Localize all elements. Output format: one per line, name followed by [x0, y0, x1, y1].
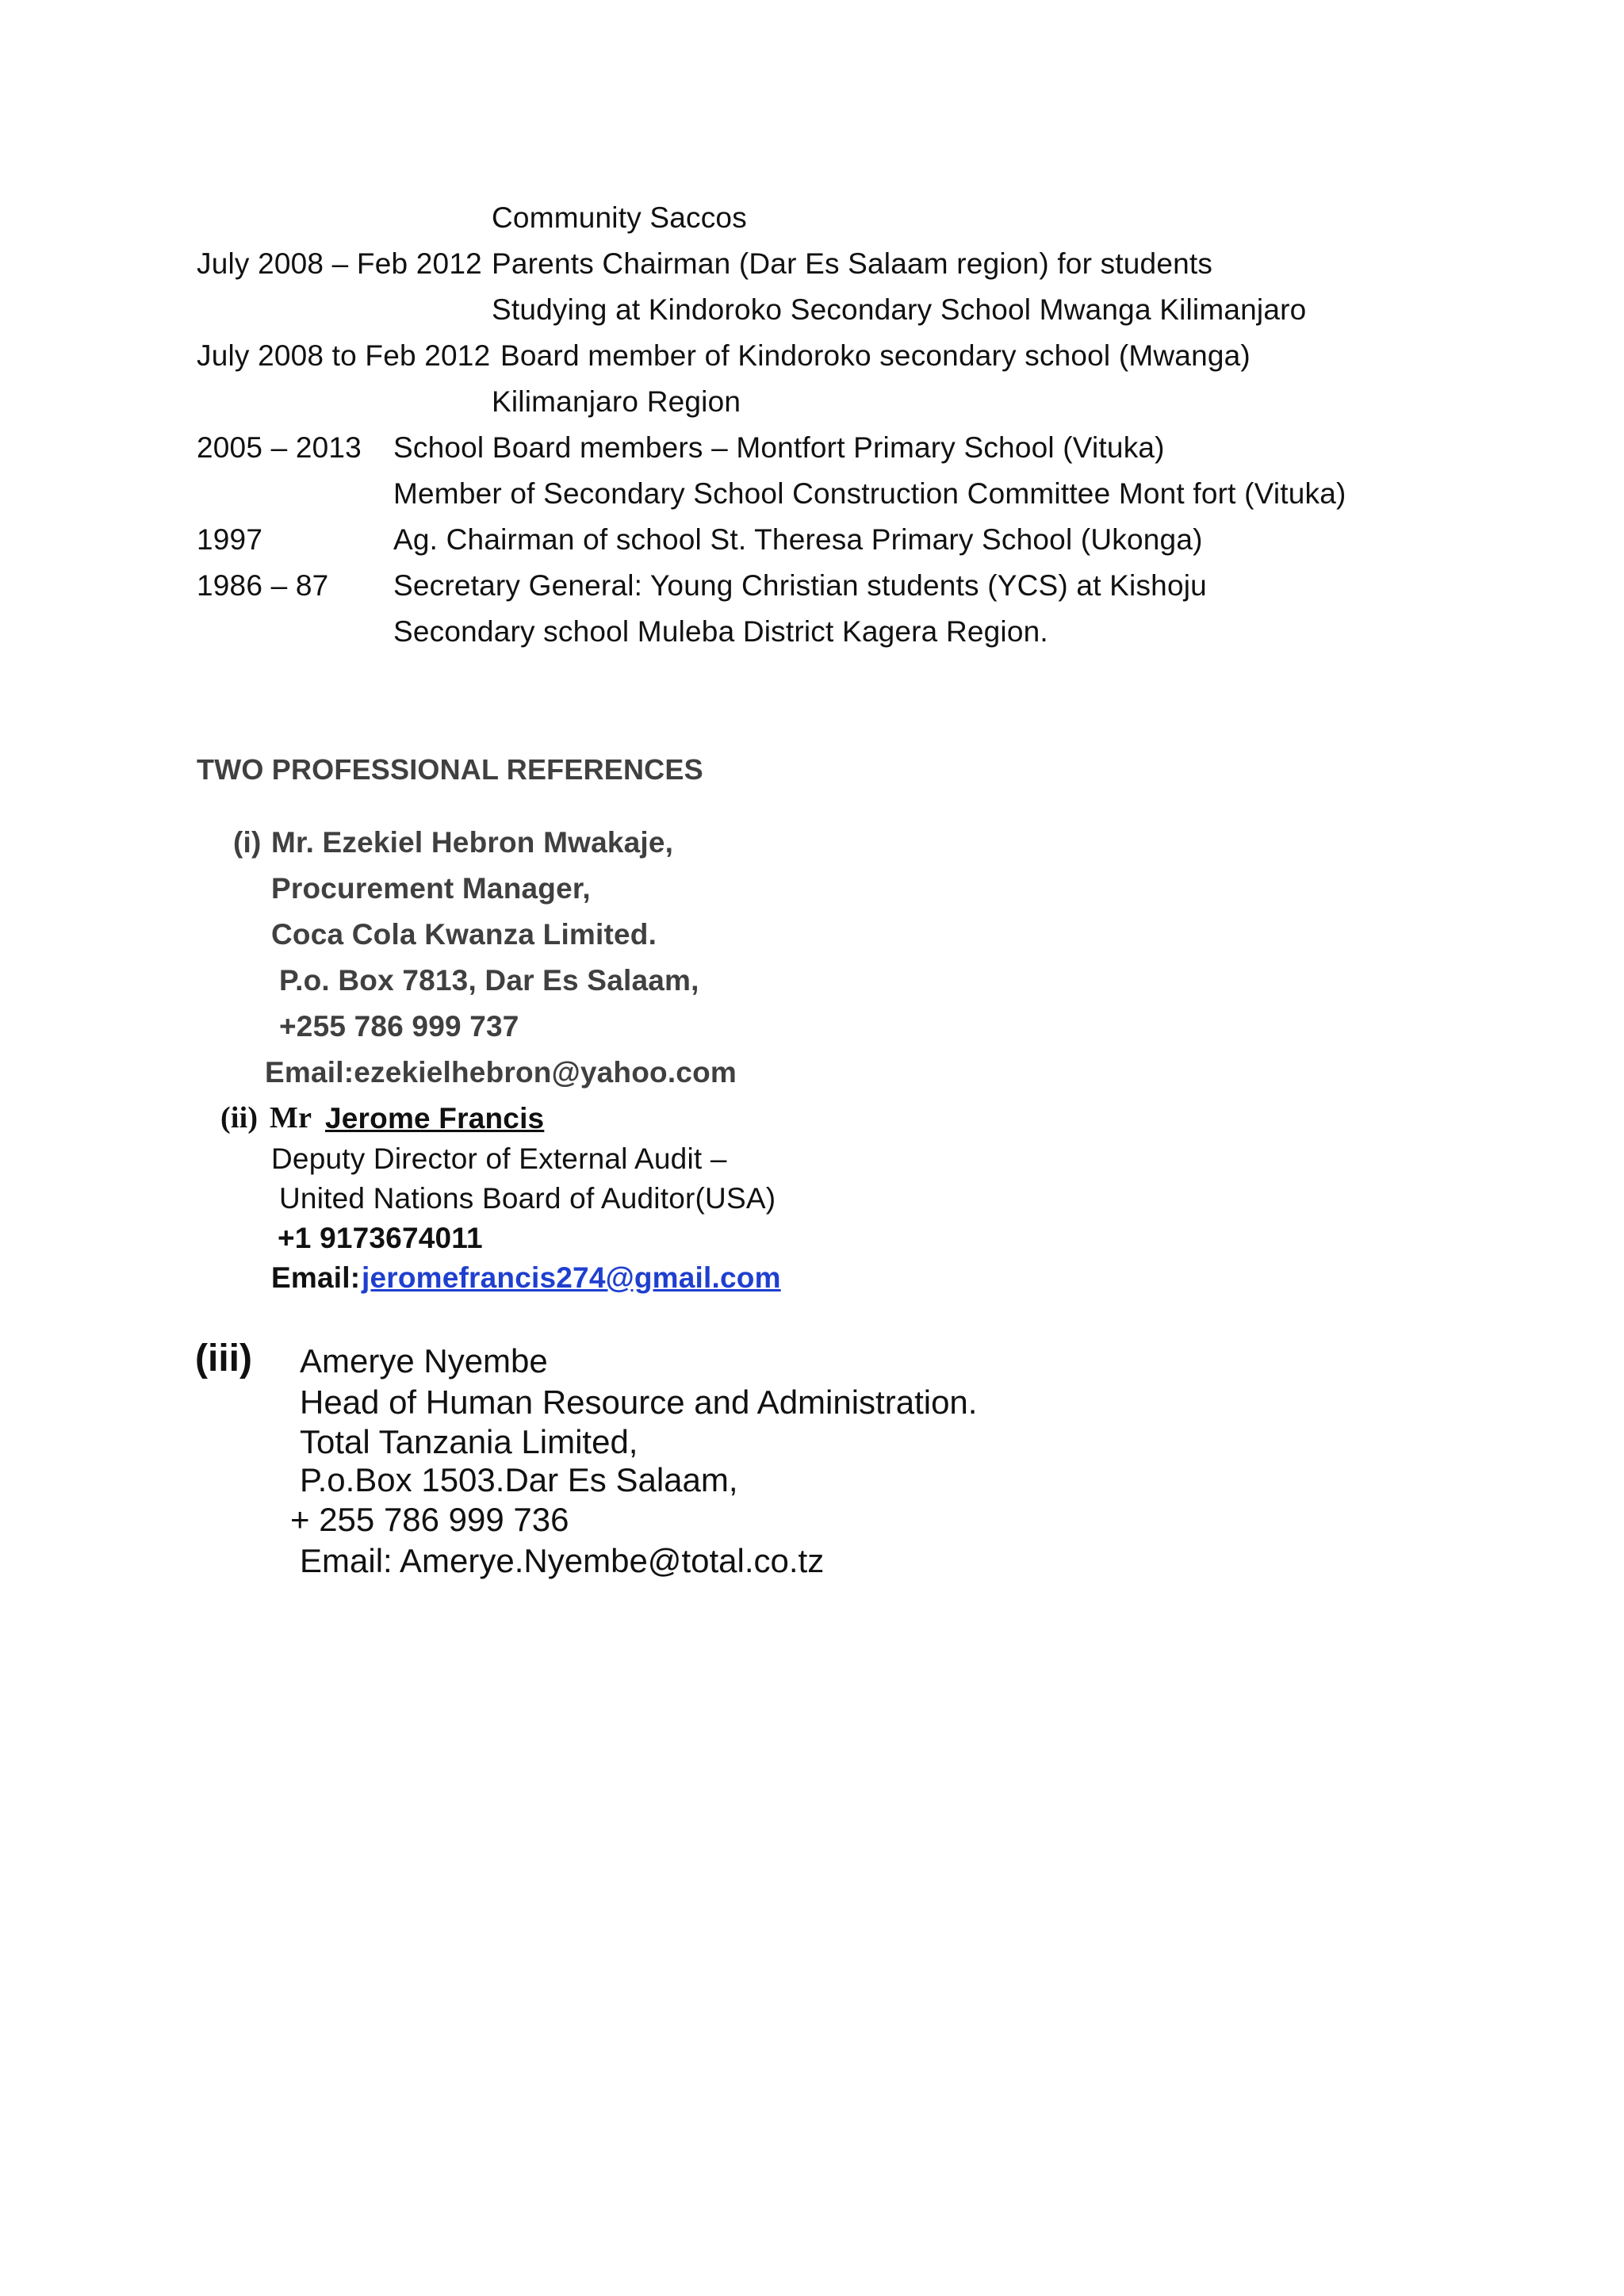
- reference-phone: +1 9173674011: [278, 1222, 483, 1254]
- reference-name: Mr. Ezekiel Hebron Mwakaje,: [271, 826, 674, 859]
- reference-company: United Nations Board of Auditor(USA): [279, 1182, 776, 1215]
- reference-address: P.o. Box 7813, Dar Es Salaam,: [279, 964, 699, 997]
- activity-line: Secretary General: Young Christian students (YCS) at Kishoju: [393, 569, 1207, 602]
- activity-date: July 2008 – Feb 2012: [197, 247, 482, 280]
- activity-line: Member of Secondary School Construction Committee Mont fort (Vituka): [393, 477, 1346, 510]
- activity-date: 2005 – 2013: [197, 431, 362, 464]
- reference-company: Coca Cola Kwanza Limited.: [271, 918, 657, 951]
- reference-name: Amerye Nyembe: [300, 1342, 548, 1380]
- activity-line: Board member of Kindoroko secondary school (Mwanga): [500, 339, 1251, 372]
- reference-number: (ii): [220, 1101, 259, 1135]
- activity-line: Parents Chairman (Dar Es Salaam region) for students: [492, 247, 1213, 280]
- activity-date: 1997: [197, 523, 263, 556]
- activity-line: Community Saccos: [492, 201, 747, 234]
- activity-line: School Board members – Montfort Primary School (Vituka): [393, 431, 1165, 464]
- references-heading: TWO PROFESSIONAL REFERENCES: [197, 753, 703, 786]
- reference-number: (i): [233, 826, 262, 859]
- reference-address: P.o.Box 1503.Dar Es Salaam,: [300, 1461, 738, 1498]
- activity-line: Kilimanjaro Region: [492, 385, 741, 418]
- reference-number: (iii): [195, 1337, 252, 1380]
- reference-position: Procurement Manager,: [271, 872, 591, 905]
- reference-email: Email: Amerye.Nyembe@total.co.tz: [300, 1542, 825, 1579]
- reference-email: Email:ezekielhebron@yahoo.com: [265, 1056, 737, 1089]
- reference-phone: +255 786 999 737: [279, 1010, 519, 1043]
- activity-date: 1986 – 87: [197, 569, 329, 602]
- reference-phone: + 255 786 999 736: [290, 1501, 569, 1538]
- reference-company: Total Tanzania Limited,: [300, 1423, 638, 1460]
- reference-position: Deputy Director of External Audit –: [271, 1142, 727, 1175]
- reference-name: Jerome Francis: [325, 1102, 545, 1135]
- reference-email-label: Email:: [271, 1261, 361, 1294]
- reference-email-link[interactable]: jeromefrancis274@gmail.com: [362, 1261, 781, 1294]
- activity-date: July 2008 to Feb 2012: [197, 339, 491, 372]
- activity-line: Ag. Chairman of school St. Theresa Primary School (Ukonga): [393, 523, 1203, 556]
- activity-line: Studying at Kindoroko Secondary School Mwanga Kilimanjaro: [492, 293, 1307, 326]
- reference-prefix: Mr: [270, 1101, 312, 1135]
- reference-position: Head of Human Resource and Administration.: [300, 1383, 978, 1421]
- activity-line: Secondary school Muleba District Kagera Region.: [393, 615, 1048, 648]
